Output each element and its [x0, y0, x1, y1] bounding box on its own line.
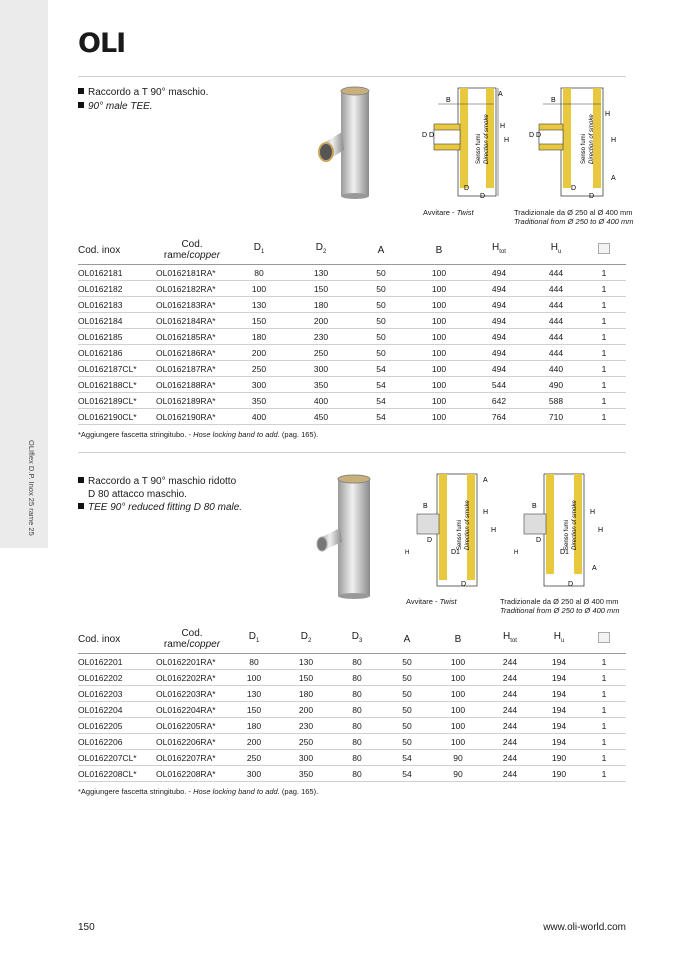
table-cell: 54 [352, 377, 410, 393]
table-cell: 450 [290, 409, 352, 425]
col-d1: $D_1$ [228, 625, 280, 654]
svg-text:H: H [605, 111, 611, 118]
table-cell: 244 [484, 702, 536, 718]
table-cell: 244 [484, 734, 536, 750]
table-cell: 50 [382, 702, 432, 718]
table-row [78, 281, 626, 297]
table-cell: 130 [228, 686, 280, 702]
note: *Aggiungere fascetta stringitubo. - Hose locking band to add. (pag. 165). [78, 430, 319, 439]
table-cell: 494 [468, 361, 530, 377]
table-cell: 1 [582, 409, 626, 425]
caption-twist: Avvitare - Twist [423, 208, 474, 217]
svg-text:Direction of smoke: Direction of smoke [589, 114, 595, 164]
table-cell: 1 [582, 313, 626, 329]
table-cell: 100 [432, 718, 484, 734]
bullet-it: Raccordo a T 90° maschio. [78, 86, 208, 99]
table-cell: 194 [536, 718, 582, 734]
table-cell: 1 [582, 393, 626, 409]
table-cell: 194 [536, 670, 582, 686]
table-cell: 444 [530, 297, 582, 313]
svg-text:D: D [589, 193, 595, 200]
table-row [78, 329, 626, 345]
table-cell: OL0162189CL* [78, 393, 156, 409]
svg-text:H: H [504, 137, 510, 144]
col-cod-inox: Cod. inox [78, 625, 156, 654]
table-cell: 300 [290, 361, 352, 377]
svg-text:Senso fumi: Senso fumi [564, 519, 570, 550]
table-cell: 444 [530, 345, 582, 361]
table-cell: 100 [432, 654, 484, 670]
table-cell: 80 [332, 766, 382, 782]
table-cell: OL0162207CL* [78, 750, 156, 766]
diagram-traditional [525, 82, 625, 207]
table-cell: 1 [582, 718, 626, 734]
table-row [78, 734, 626, 750]
svg-text:B: B [532, 503, 537, 510]
caption-twist: Avvitare - Twist [406, 597, 457, 606]
table-cell: 1 [582, 297, 626, 313]
col-b: B [432, 625, 484, 654]
col-d3: $D_3$ [332, 625, 382, 654]
table-cell: 300 [280, 750, 332, 766]
table-cell: 490 [530, 377, 582, 393]
table-header [78, 625, 626, 654]
svg-text:D1: D1 [451, 549, 460, 556]
table-row [78, 393, 626, 409]
table-cell: OL0162203 [78, 686, 156, 702]
table-cell: OL0162204RA* [156, 702, 228, 718]
table-row [78, 409, 626, 425]
table-cell: OL0162182RA* [156, 281, 228, 297]
table-cell: OL0162208RA* [156, 766, 228, 782]
svg-text:D: D [480, 193, 486, 200]
table-cell: OL0162206RA* [156, 734, 228, 750]
table-cell: OL0162188RA* [156, 377, 228, 393]
svg-text:Senso fumi: Senso fumi [457, 519, 463, 550]
table-reduced-tee [78, 625, 626, 782]
table-cell: 244 [484, 670, 536, 686]
table-cell: 440 [530, 361, 582, 377]
table-row [78, 313, 626, 329]
table-cell: 100 [410, 361, 468, 377]
table-cell: 444 [530, 265, 582, 281]
bullet-en: TEE 90° reduced fitting D 80 male. [78, 501, 242, 514]
diagram-twist [420, 82, 515, 207]
bullet-it: Raccordo a T 90° maschio ridotto D 80 attacco maschio. [78, 475, 236, 501]
table-cell: OL0162204 [78, 702, 156, 718]
table-row [78, 361, 626, 377]
svg-text:B: B [551, 97, 556, 104]
table-row [78, 750, 626, 766]
svg-text:H: H [611, 137, 617, 144]
caption-traditional: Tradizionale da Ø 250 al Ø 400 mm Traditional from Ø 250 to Ø 400 mm [514, 208, 634, 226]
table-cell: 54 [352, 409, 410, 425]
table-cell: 444 [530, 313, 582, 329]
svg-text:B: B [446, 97, 451, 104]
table-cell: 194 [536, 686, 582, 702]
table-cell: 642 [468, 393, 530, 409]
table-cell: 300 [228, 766, 280, 782]
svg-text:D: D [536, 537, 542, 544]
table-cell: 100 [410, 345, 468, 361]
table-cell: OL0162202RA* [156, 670, 228, 686]
table-cell: 50 [352, 313, 410, 329]
oli-logo: OLI [78, 28, 126, 59]
table-cell: 544 [468, 377, 530, 393]
tee-photo [308, 82, 378, 200]
svg-text:D D: D D [529, 132, 542, 139]
table-cell: 1 [582, 361, 626, 377]
svg-text:A: A [592, 565, 597, 572]
svg-text:Direction of smoke: Direction of smoke [465, 500, 471, 550]
col-d2: $D_2$ [280, 625, 332, 654]
table-cell: 50 [382, 654, 432, 670]
table-cell: 100 [228, 670, 280, 686]
svg-text:D: D [568, 581, 574, 588]
table-cell: 494 [468, 265, 530, 281]
table-row [78, 718, 626, 734]
table-cell: 1 [582, 345, 626, 361]
table-cell: 100 [410, 409, 468, 425]
table-cell: 1 [582, 686, 626, 702]
table-cell: OL0162201 [78, 654, 156, 670]
table-cell: 244 [484, 766, 536, 782]
table-cell: 200 [280, 702, 332, 718]
table-cell: 250 [290, 345, 352, 361]
table-cell: OL0162187CL* [78, 361, 156, 377]
table-cell: 194 [536, 702, 582, 718]
table-cell: OL0162185RA* [156, 329, 228, 345]
table-row [78, 766, 626, 782]
col-cod-inox: Cod. inox [78, 236, 156, 265]
table-cell: 350 [228, 393, 290, 409]
table-cell: 80 [228, 265, 290, 281]
note: *Aggiungere fascetta stringitubo. - Hose locking band to add. (pag. 165). [78, 787, 319, 796]
table-cell: 194 [536, 654, 582, 670]
table-cell: 50 [382, 734, 432, 750]
table-cell: 50 [352, 265, 410, 281]
svg-text:D D: D D [422, 132, 435, 139]
col-package [582, 236, 626, 265]
table-cell: OL0162207RA* [156, 750, 228, 766]
package-icon [598, 632, 610, 643]
table-cell: 150 [228, 313, 290, 329]
table-cell: 90 [432, 766, 484, 782]
side-tab-label: OLIflex D.P. Inox 25 rame 25 [27, 440, 36, 536]
table-cell: 250 [228, 750, 280, 766]
table-row [78, 654, 626, 670]
svg-text:Senso fumi: Senso fumi [581, 133, 587, 164]
table-cell: 444 [530, 281, 582, 297]
table-cell: OL0162182 [78, 281, 156, 297]
bullet-en: 90° male TEE. [78, 100, 153, 113]
svg-text:H: H [598, 527, 604, 534]
table-cell: OL0162185 [78, 329, 156, 345]
caption-traditional: Tradizionale da Ø 250 al Ø 400 mm Traditional from Ø 250 to Ø 400 mm [500, 597, 620, 615]
table-cell: 80 [228, 654, 280, 670]
package-icon [598, 243, 610, 254]
table-cell: 180 [228, 718, 280, 734]
table-cell: 130 [290, 265, 352, 281]
table-cell: 494 [468, 345, 530, 361]
table-cell: 100 [432, 702, 484, 718]
table-cell: OL0162202 [78, 670, 156, 686]
diagram-traditional-reduced [510, 470, 620, 595]
svg-text:Direction of smoke: Direction of smoke [572, 500, 578, 550]
col-cod-copper: Cod. rame/copper [156, 236, 228, 265]
svg-text:B: B [423, 503, 428, 510]
col-d2: $D_2$ [290, 236, 352, 265]
table-cell: 80 [332, 718, 382, 734]
table-cell: 54 [382, 766, 432, 782]
table-cell: 710 [530, 409, 582, 425]
table-cell: OL0162183RA* [156, 297, 228, 313]
table-cell: 194 [536, 734, 582, 750]
table-row [78, 686, 626, 702]
table-cell: OL0162183 [78, 297, 156, 313]
table-cell: 80 [332, 670, 382, 686]
table-cell: OL0162206 [78, 734, 156, 750]
table-tee [78, 236, 626, 425]
table-cell: 764 [468, 409, 530, 425]
table-header [78, 236, 626, 265]
table-cell: 150 [228, 702, 280, 718]
table-cell: OL0162181RA* [156, 265, 228, 281]
col-package [582, 625, 626, 654]
table-row [78, 702, 626, 718]
table-cell: 1 [582, 654, 626, 670]
table-cell: 90 [432, 750, 484, 766]
table-cell: 444 [530, 329, 582, 345]
table-cell: OL0162181 [78, 265, 156, 281]
table-cell: 100 [410, 393, 468, 409]
table-cell: 80 [332, 702, 382, 718]
svg-text:H: H [514, 550, 519, 556]
svg-text:Senso fumi: Senso fumi [476, 133, 482, 164]
table-cell: 1 [582, 329, 626, 345]
table-cell: 100 [410, 297, 468, 313]
svg-text:H: H [491, 527, 497, 534]
svg-text:D: D [427, 537, 433, 544]
reduced-tee-photo [310, 468, 380, 600]
table-cell: 1 [582, 734, 626, 750]
svg-text:D: D [464, 185, 470, 192]
table-row [78, 345, 626, 361]
table-cell: 100 [228, 281, 290, 297]
table-cell: 200 [228, 734, 280, 750]
col-cod-copper: Cod. rame/copper [156, 625, 228, 654]
svg-text:H: H [590, 509, 596, 516]
table-cell: 250 [228, 361, 290, 377]
table-cell: OL0162203RA* [156, 686, 228, 702]
table-cell: 494 [468, 297, 530, 313]
table-cell: OL0162190RA* [156, 409, 228, 425]
table-cell: 1 [582, 766, 626, 782]
table-cell: 244 [484, 654, 536, 670]
table-cell: OL0162208CL* [78, 766, 156, 782]
table-cell: 100 [410, 281, 468, 297]
table-cell: 1 [582, 265, 626, 281]
website-url: www.oli-world.com [543, 922, 626, 933]
page-number: 150 [78, 922, 95, 933]
table-cell: 54 [352, 361, 410, 377]
table-cell: 50 [382, 670, 432, 686]
svg-text:H: H [500, 123, 506, 130]
table-cell: 200 [290, 313, 352, 329]
col-b: B [410, 236, 468, 265]
table-cell: 100 [410, 377, 468, 393]
table-cell: 100 [432, 670, 484, 686]
table-cell: 494 [468, 329, 530, 345]
table-cell: OL0162205RA* [156, 718, 228, 734]
svg-text:Direction of smoke: Direction of smoke [484, 114, 490, 164]
table-cell: OL0162190CL* [78, 409, 156, 425]
table-cell: 50 [352, 345, 410, 361]
table-cell: 54 [382, 750, 432, 766]
svg-text:D: D [571, 185, 577, 192]
table-cell: OL0162189RA* [156, 393, 228, 409]
table-cell: 50 [382, 718, 432, 734]
table-cell: 100 [432, 686, 484, 702]
table-row [78, 377, 626, 393]
table-cell: OL0162201RA* [156, 654, 228, 670]
table-cell: OL0162184RA* [156, 313, 228, 329]
col-htot: $H_{tot}$ [484, 625, 536, 654]
table-cell: 1 [582, 702, 626, 718]
table-cell: OL0162205 [78, 718, 156, 734]
table-cell: 100 [410, 265, 468, 281]
table-cell: OL0162187RA* [156, 361, 228, 377]
table-cell: 80 [332, 654, 382, 670]
table-cell: 244 [484, 718, 536, 734]
table-cell: 50 [352, 329, 410, 345]
table-cell: 230 [290, 329, 352, 345]
col-hu: $H_u$ [530, 236, 582, 265]
table-cell: 50 [382, 686, 432, 702]
table-cell: 80 [332, 686, 382, 702]
table-cell: 54 [352, 393, 410, 409]
table-cell: 350 [280, 766, 332, 782]
table-cell: 150 [290, 281, 352, 297]
table-cell: 250 [280, 734, 332, 750]
table-cell: 230 [280, 718, 332, 734]
table-cell: 130 [280, 654, 332, 670]
table-cell: 180 [228, 329, 290, 345]
table-row [78, 297, 626, 313]
table-cell: 100 [410, 329, 468, 345]
col-a: A [352, 236, 410, 265]
svg-text:A: A [498, 91, 503, 98]
table-row [78, 670, 626, 686]
table-cell: 100 [432, 734, 484, 750]
table-cell: 80 [332, 734, 382, 750]
table-cell: OL0162186RA* [156, 345, 228, 361]
table-cell: 100 [410, 313, 468, 329]
table-cell: 494 [468, 313, 530, 329]
table-cell: 244 [484, 750, 536, 766]
table-cell: 80 [332, 750, 382, 766]
col-a: A [382, 625, 432, 654]
table-cell: OL0162184 [78, 313, 156, 329]
table-cell: 400 [228, 409, 290, 425]
svg-text:H: H [405, 550, 410, 556]
table-cell: 300 [228, 377, 290, 393]
table-cell: 150 [280, 670, 332, 686]
svg-text:D: D [461, 581, 467, 588]
table-cell: 1 [582, 281, 626, 297]
col-htot: $H_{tot}$ [468, 236, 530, 265]
table-cell: OL0162186 [78, 345, 156, 361]
table-cell: 400 [290, 393, 352, 409]
table-cell: 50 [352, 281, 410, 297]
svg-text:D1: D1 [560, 549, 569, 556]
table-cell: 494 [468, 281, 530, 297]
table-cell: 130 [228, 297, 290, 313]
divider [78, 452, 626, 453]
table-row [78, 265, 626, 281]
table-cell: 200 [228, 345, 290, 361]
col-hu: $H_u$ [536, 625, 582, 654]
table-cell: 180 [290, 297, 352, 313]
table-cell: 350 [290, 377, 352, 393]
table-cell: 50 [352, 297, 410, 313]
table-cell: 190 [536, 750, 582, 766]
table-cell: 1 [582, 750, 626, 766]
table-cell: 244 [484, 686, 536, 702]
svg-text:H: H [483, 509, 489, 516]
table-cell: 180 [280, 686, 332, 702]
svg-text:A: A [483, 477, 488, 484]
diagram-twist-reduced [405, 470, 505, 595]
svg-text:A: A [611, 175, 616, 182]
table-cell: 190 [536, 766, 582, 782]
table-cell: OL0162188CL* [78, 377, 156, 393]
table-cell: 588 [530, 393, 582, 409]
divider [78, 76, 626, 77]
col-d1: $D_1$ [228, 236, 290, 265]
table-cell: 1 [582, 670, 626, 686]
table-cell: 1 [582, 377, 626, 393]
